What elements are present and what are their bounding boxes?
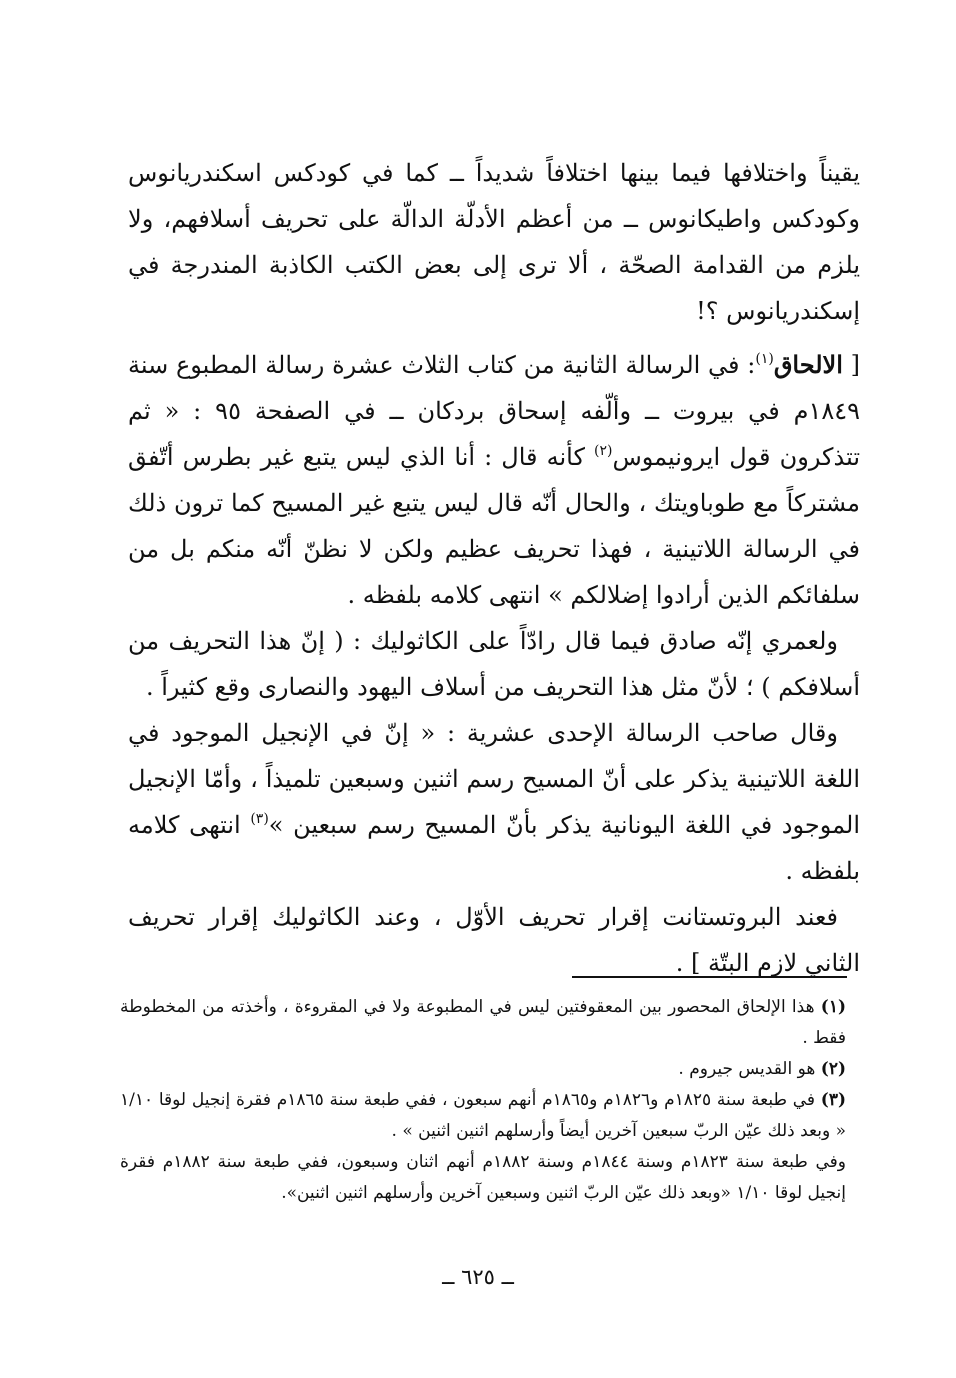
- footnote-3-text: في طبعة سنة ١٨٢٥م و١٨٢٦م و١٨٦٥م أنهم سبعون ، ففي طبعة سنة ١٨٦٥م فقرة إنجيل لوقا ١/١٠ « وبعد ذلك عيّن الربّ سبعين آخرين أيضاً وأرسلهم اثنين اثنين » .: [120, 1090, 846, 1141]
- footnote-ref-2: (٢): [593, 443, 613, 459]
- footnote-ref-1: (١): [755, 351, 774, 367]
- footnote-2: [120, 1054, 846, 1085]
- footnote-1-text: هذا الإلحاق المحصور بين المعقوفتين ليس في المطبوعة ولا في المقروءة ، وأخذته من المخطوطة فقط .: [120, 997, 846, 1048]
- footnote-3: [120, 1085, 846, 1147]
- footnote-3-number: (٣): [820, 1090, 847, 1110]
- footnote-divider: [572, 976, 847, 978]
- paragraph-1: يقيناً واختلافها فيما بينها اختلافاً شديداً ــ كما في كودكس اسكندريانوس وكودكس واطيكانوس ــ من أعظم الأدلّة الدالّة على تحريف أسلافهم، ولا يلزم من القدامة الصحّة ، ألا ترى إلى بعض الكتب الكاذبة المندرجة في إسكندريانوس ؟!: [128, 159, 860, 325]
- paragraph-3: ولعمري إنّه صادق فيما قال رادّاً على الكاثوليك : ( إنّ هذا التحريف من أسلافكم ) ؛ لأنّ مثل هذا التحريف من أسلاف اليهود والنصارى وقع كثيراً .: [128, 627, 860, 701]
- paragraph-4: [128, 710, 860, 894]
- paragraph-2-text-a: : في الرسالة الثانية من كتاب الثلاث عشرة رسالة المطبوع سنة ١٨٤٩م في بيروت ــ وألّفه إسحاق بردكان ــ في الصفحة ٩٥ : « ثم تتذكرون قول ايرونيموس: [128, 351, 860, 471]
- paragraph-4-text-a: وقال صاحب الرسالة الإحدى عشرية : « إنّ في الإنجيل الموجود في اللغة اللاتينية يذكر على أنّ المسيح رسم اثنين وسبعين تلميذاً ، وأمّا الإنجيل الموجود في اللغة اليونانية يذكر بأنّ المسيح رسم سبعين »: [128, 719, 860, 839]
- footnote-ref-3: (٣): [250, 811, 269, 827]
- paragraph-4-text-b: انتهى كلامه بلفظه .: [128, 811, 860, 885]
- footnote-2-text: هو القديس جيروم .: [678, 1059, 821, 1079]
- bracket-open: [: [842, 351, 861, 379]
- footnote-1: [120, 992, 846, 1054]
- paragraph-2-text-b: كأنه قال : أنا الذي ليس يتبع غير بطرس أتّفق مشتركاً مع طوباويتك ، والحال أنّه قال ليس يتبع غير المسيح كما ترون ذلك في الرسالة اللاتينية ، فهذا تحريف عظيم ولكن لا نظنّ أنّه منكم بل من سلفائكم الذين أرادوا إضلالكم » انتهى كلامه بلفظه .: [128, 443, 860, 609]
- page-number: ــ ٦٢٥ ــ: [442, 1265, 514, 1289]
- footnote-2-number: (٢): [820, 1059, 846, 1079]
- paragraph-2: [128, 342, 860, 618]
- insertion-label: الالحاق: [773, 350, 843, 379]
- paragraph-5: فعند البروتستانت إقرار تحريف الأوّل ، وعند الكاثوليك إقرار تحريف الثاني لازم البتّة ] .: [128, 903, 860, 977]
- footnote-3-continued: وفي طبعة سنة ١٨٢٣م وسنة ١٨٤٤م وسنة ١٨٨٢م أنهم اثنان وسبعون، ففي طبعة سنة ١٨٨٢م فقرة إنجيل لوقا ١/١٠ «وبعد ذلك عيّن الربّ اثنين وسبعين آخرين وأرسلهم اثنين اثنين».: [120, 1152, 846, 1203]
- main-text: [128, 150, 860, 986]
- footnote-1-number: (١): [820, 997, 846, 1017]
- footnotes: [120, 992, 846, 1209]
